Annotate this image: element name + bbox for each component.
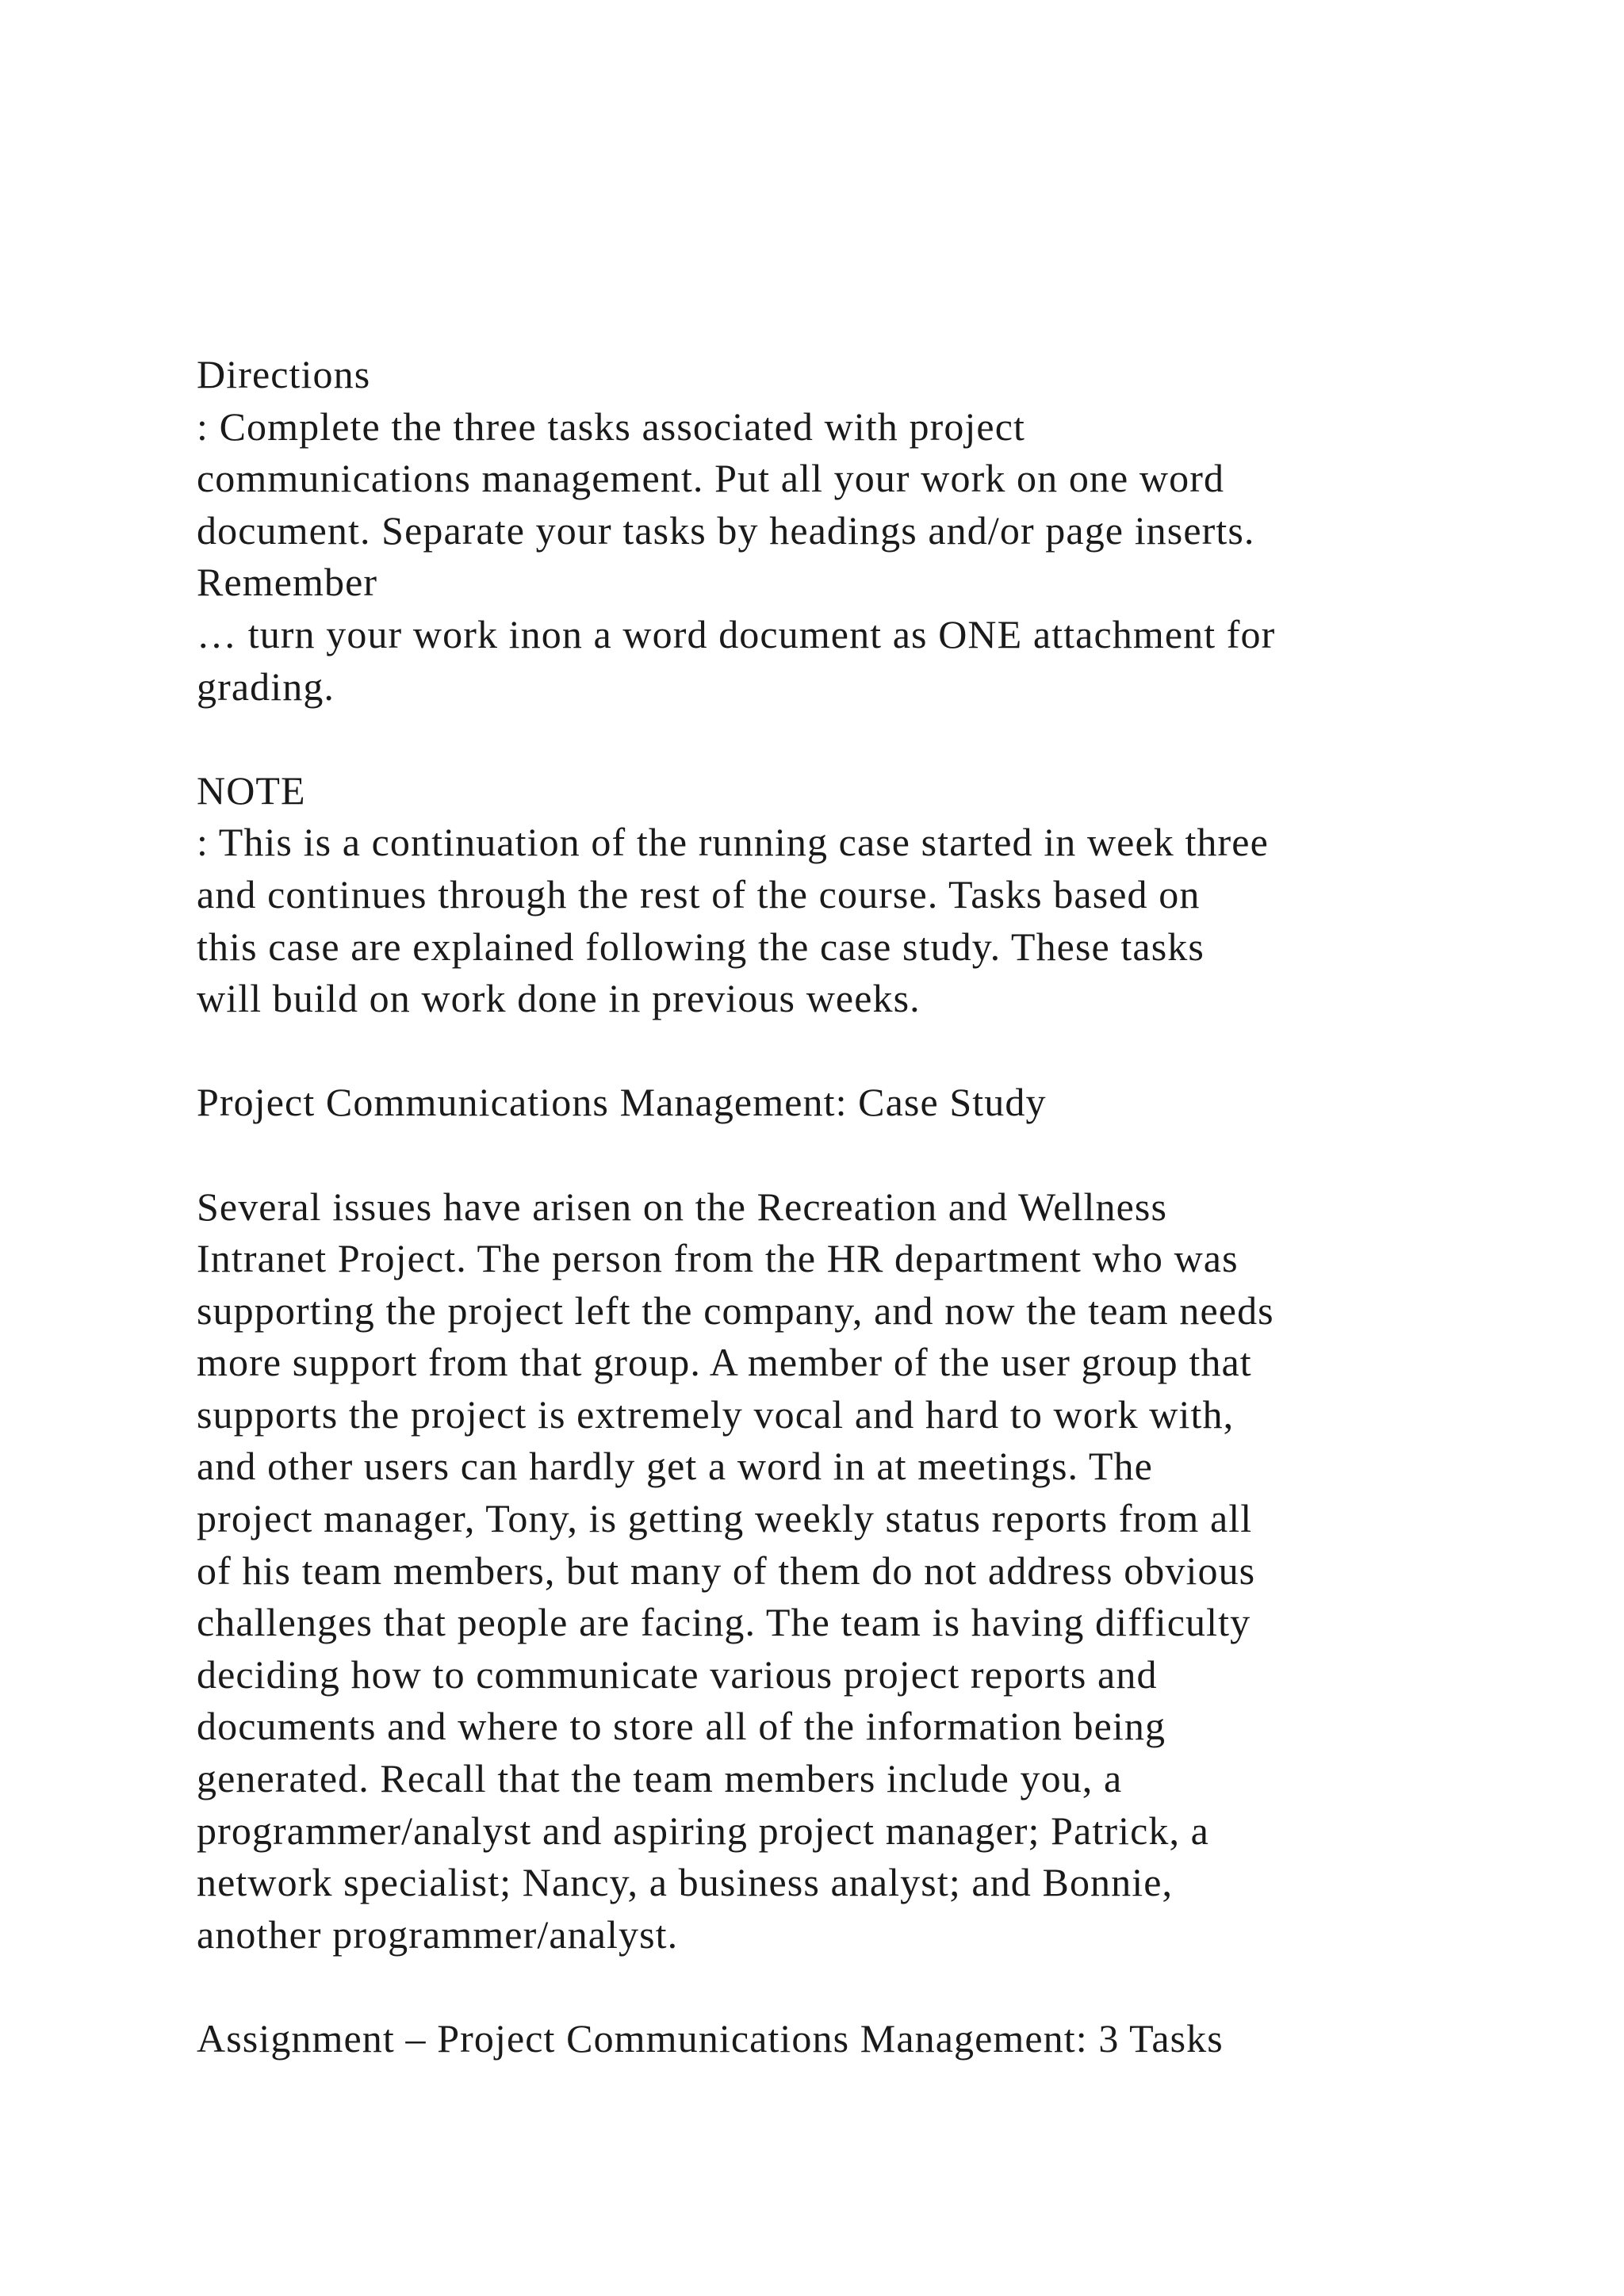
paragraph-spacer	[197, 713, 1529, 765]
paragraph-spacer	[197, 1961, 1529, 2013]
directions-line: communications management. Put all your work on one word	[197, 456, 1225, 501]
note-line: this case are explained following the case study. These tasks	[197, 924, 1205, 969]
remember-line: grading.	[197, 664, 335, 709]
document-body	[197, 349, 1529, 2065]
case-study-line: network specialist; Nancy, a business analyst; and Bonnie,	[197, 1860, 1174, 1905]
remember-heading: Remember	[197, 560, 378, 605]
note-line: will build on work done in previous weeks.	[197, 976, 921, 1021]
case-study-line: another programmer/analyst.	[197, 1911, 679, 1957]
remember-line: … turn your work inon a word document as ONE attachment for	[197, 611, 1276, 656]
paragraph-spacer	[197, 1129, 1529, 1181]
case-study-line: generated. Recall that the team members include you, a	[197, 1756, 1123, 1801]
case-study-line: supporting the project left the company, and now the team needs	[197, 1288, 1274, 1333]
case-study-line: project manager, Tony, is getting weekly status reports from all	[197, 1496, 1253, 1541]
case-study-line: Intranet Project. The person from the HR department who was	[197, 1236, 1239, 1281]
case-study-line: and other users can hardly get a word in at meetings. The	[197, 1444, 1153, 1489]
case-study-line: documents and where to store all of the information being	[197, 1704, 1166, 1749]
directions-line: : Complete the three tasks associated with project	[197, 404, 1025, 449]
case-study-line: of his team members, but many of them do not address obvious	[197, 1548, 1256, 1593]
case-study-line: programmer/analyst and aspiring project manager; Patrick, a	[197, 1808, 1209, 1853]
assignment-title: Assignment – Project Communications Management: 3 Tasks	[197, 2016, 1224, 2061]
case-study-line: challenges that people are facing. The team is having difficulty	[197, 1600, 1251, 1645]
directions-heading: Directions	[197, 352, 371, 396]
case-study-line: more support from that group. A member of the user group that	[197, 1340, 1252, 1385]
case-study-line: Several issues have arisen on the Recreation and Wellness	[197, 1184, 1168, 1229]
case-study-title: Project Communications Management: Case Study	[197, 1080, 1047, 1125]
paragraph-spacer	[197, 1025, 1529, 1077]
note-line: and continues through the rest of the course. Tasks based on	[197, 871, 1201, 916]
directions-line: document. Separate your tasks by headings and/or page inserts.	[197, 507, 1255, 553]
case-study-line: deciding how to communicate various project reports and	[197, 1651, 1158, 1697]
note-line: : This is a continuation of the running case started in week three	[197, 820, 1269, 865]
note-heading: NOTE	[197, 767, 306, 813]
case-study-line: supports the project is extremely vocal and hard to work with,	[197, 1391, 1235, 1437]
